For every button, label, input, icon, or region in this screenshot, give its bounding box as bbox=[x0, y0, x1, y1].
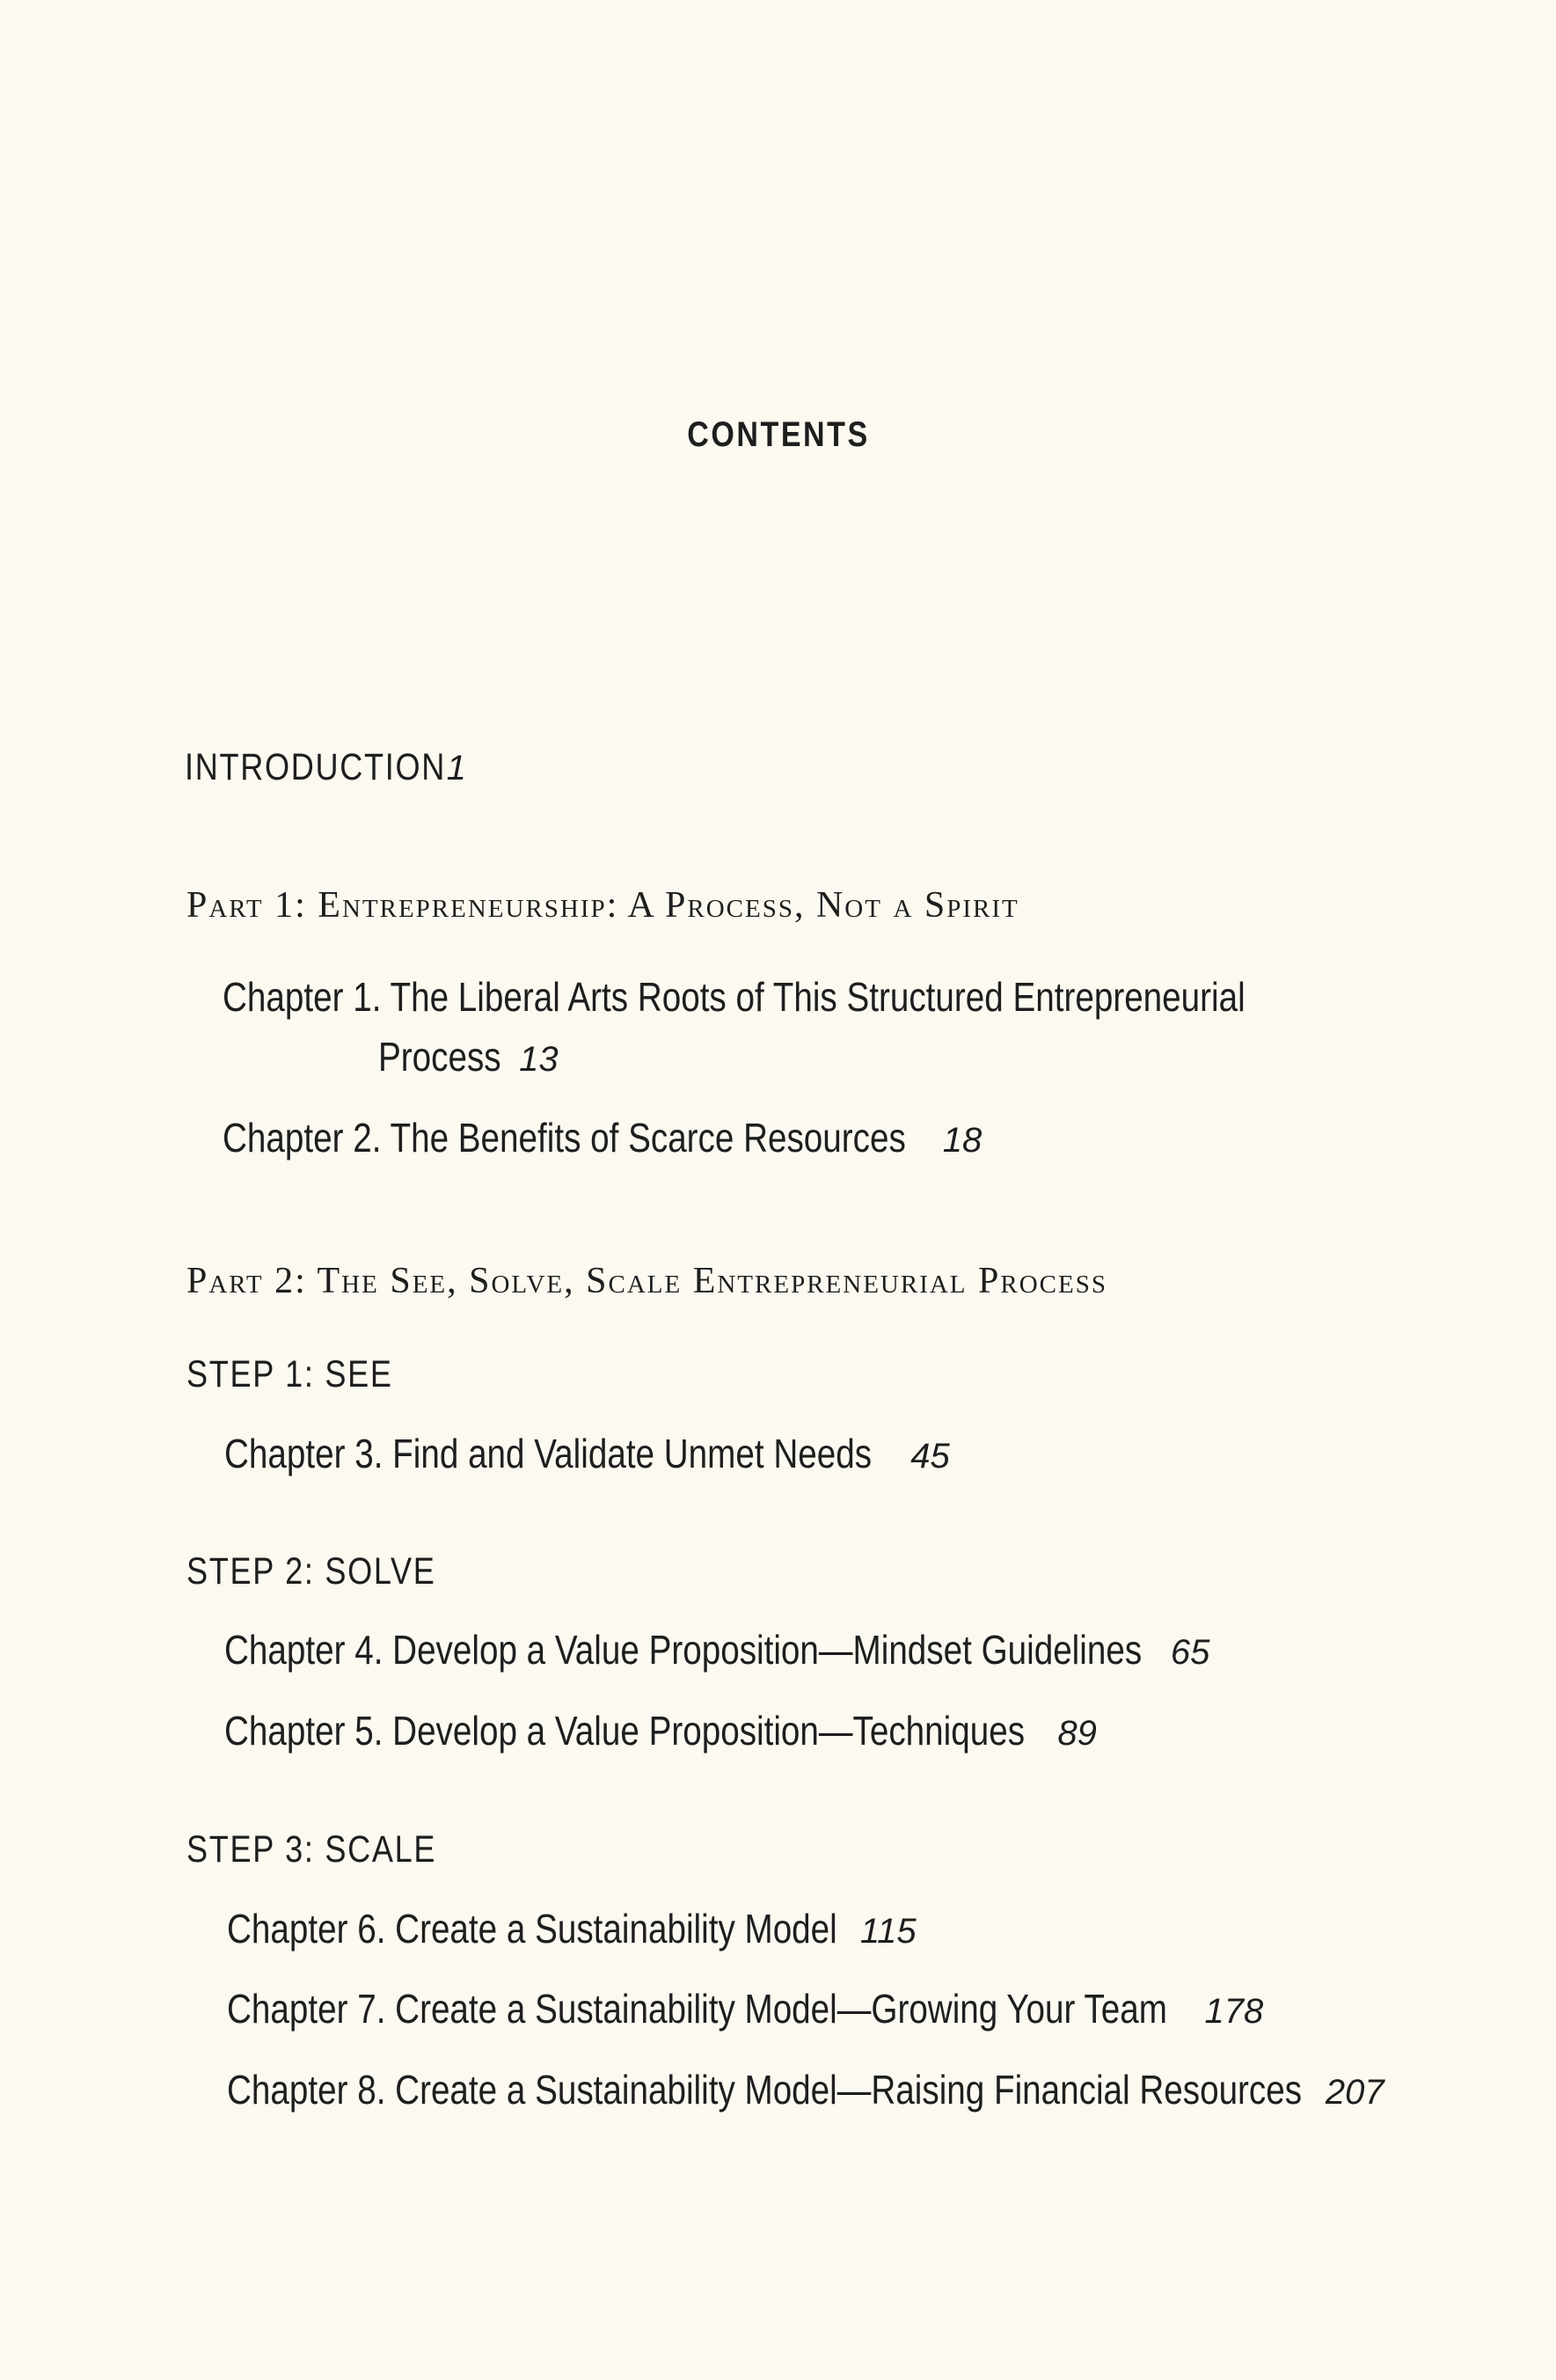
step-1-heading: STEP 1: SEE bbox=[186, 1353, 393, 1395]
part-2-heading[interactable] bbox=[186, 1260, 1107, 1302]
toc-entry-chapter-4[interactable] bbox=[224, 1626, 1209, 1673]
chapter-label: Chapter 6. Create a Sustainability Model bbox=[227, 1906, 837, 1952]
chapter-label: Chapter 4. Develop a Value Proposition—Mindset Guidelines bbox=[224, 1627, 1143, 1673]
toc-entry-chapter-7[interactable] bbox=[227, 1985, 1263, 2032]
chapter-label: Chapter 5. Develop a Value Proposition—Techniques bbox=[224, 1708, 1026, 1754]
chapter-label: Chapter 8. Create a Sustainability Model—Raising Financial Resources bbox=[227, 2067, 1303, 2113]
chapter-label: Chapter 7. Create a Sustainability Model—Growing Your Team bbox=[227, 1986, 1167, 2032]
toc-entry-chapter-3[interactable] bbox=[224, 1430, 950, 1477]
page-number: 18 bbox=[942, 1121, 983, 1160]
page-number: 13 bbox=[519, 1040, 559, 1079]
chapter-title-line-2: Process bbox=[378, 1034, 501, 1080]
toc-entry-chapter-2[interactable] bbox=[223, 1114, 982, 1161]
chapter-title: Create a Sustainability Model bbox=[395, 1906, 837, 1952]
chapter-title: Create a Sustainability Model—Raising Financial Resources bbox=[395, 2067, 1303, 2113]
toc-entry-chapter-1[interactable] bbox=[223, 973, 1440, 1021]
page-number: 207 bbox=[1325, 2073, 1384, 2112]
chapter-title: Develop a Value Proposition—Mindset Guidelines bbox=[392, 1627, 1143, 1673]
page-number: 65 bbox=[1170, 1633, 1210, 1672]
toc-entry-chapter-5[interactable] bbox=[224, 1707, 1097, 1754]
chapter-label: Chapter 2. The Benefits of Scarce Resources bbox=[223, 1115, 906, 1161]
toc-entry-chapter-1-continued[interactable] bbox=[378, 1033, 559, 1080]
chapter-label: Chapter 1. The Liberal Arts Roots of This Structured Entrepreneurial bbox=[223, 974, 1246, 1020]
part-1-title: Part 1: Entrepreneurship: A Process, Not a Spirit bbox=[186, 885, 1019, 926]
page-number: 89 bbox=[1057, 1714, 1097, 1753]
chapter-title: The Benefits of Scarce Resources bbox=[390, 1115, 906, 1161]
toc-entry-chapter-8[interactable] bbox=[227, 2066, 1384, 2113]
chapter-title: Find and Validate Unmet Needs bbox=[392, 1431, 873, 1476]
chapter-title: The Liberal Arts Roots of This Structured Entrepreneurial bbox=[390, 974, 1246, 1020]
part-2-title: Part 2: The See, Solve, Scale Entrepreneurial Process bbox=[186, 1261, 1107, 1301]
page-number: 1 bbox=[446, 749, 466, 787]
toc-entry-chapter-6[interactable] bbox=[227, 1905, 917, 1952]
part-1-heading[interactable] bbox=[186, 884, 1019, 926]
chapter-label: Chapter 3. Find and Validate Unmet Needs bbox=[224, 1431, 873, 1476]
page-number: 178 bbox=[1204, 1992, 1264, 2031]
page-number: 45 bbox=[910, 1437, 950, 1476]
step-3-heading: STEP 3: SCALE bbox=[186, 1828, 437, 1871]
toc-entry-introduction[interactable] bbox=[185, 746, 466, 789]
page-number: 115 bbox=[859, 1912, 917, 1951]
introduction-label: INTRODUCTION bbox=[185, 746, 447, 788]
step-2-heading: STEP 2: SOLVE bbox=[186, 1550, 436, 1593]
chapter-title: Develop a Value Proposition—Techniques bbox=[392, 1708, 1026, 1754]
page-title: CONTENTS bbox=[686, 415, 870, 454]
chapter-title: Create a Sustainability Model—Growing Your Team bbox=[395, 1986, 1167, 2032]
